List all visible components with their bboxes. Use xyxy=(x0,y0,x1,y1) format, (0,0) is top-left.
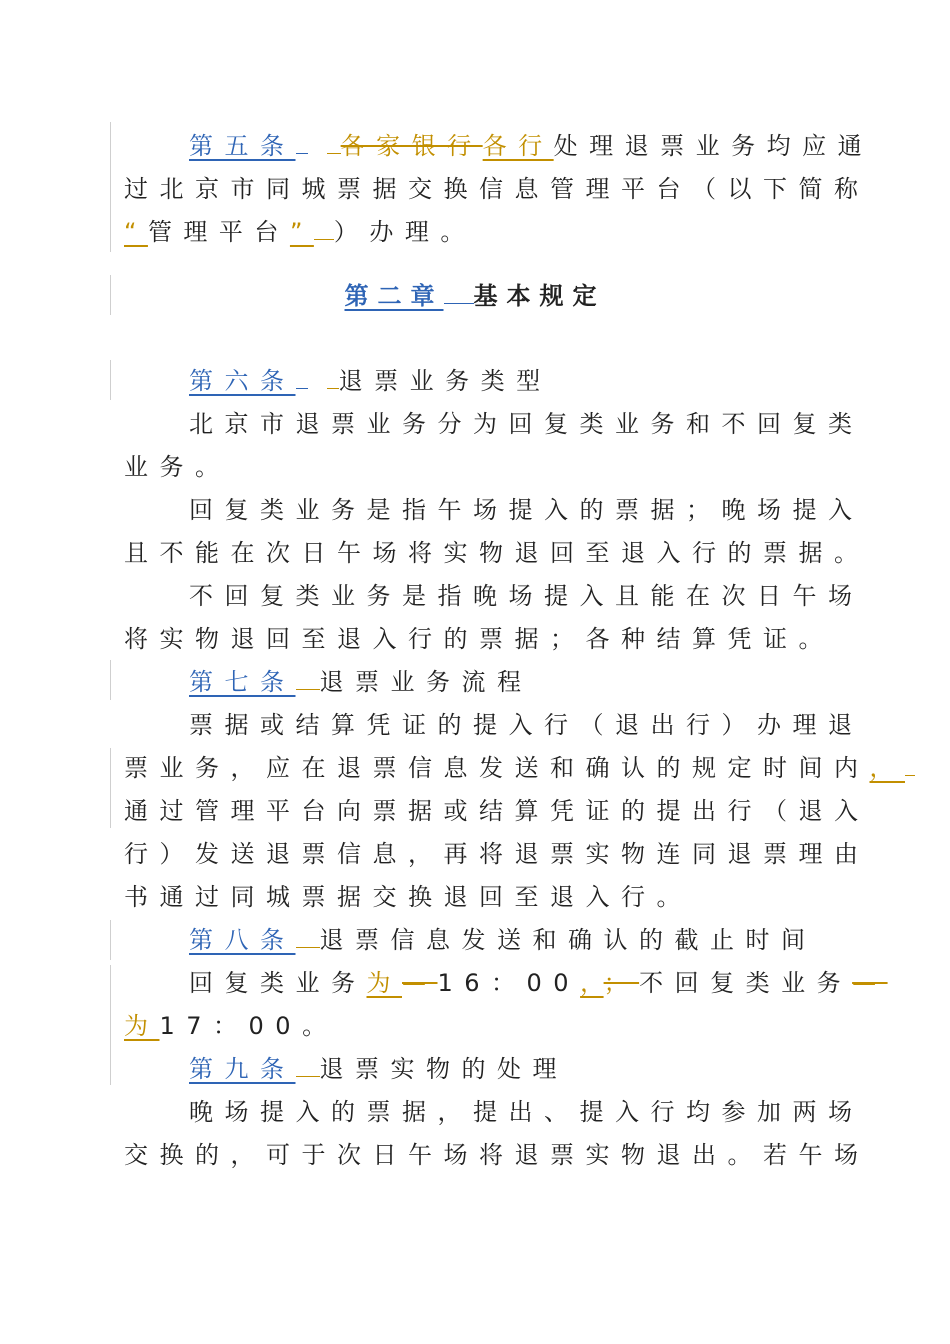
change-bar xyxy=(110,748,111,828)
inserted-quote-open: “ xyxy=(124,218,148,246)
inserted-text: 为 xyxy=(366,969,402,997)
article-9-label: 第九条 xyxy=(189,1055,296,1083)
article-9-title: 退票实物的处理 xyxy=(319,1055,568,1083)
deleted-semicolon: ； xyxy=(603,969,640,997)
article-6-p1-line-2: 业务。 xyxy=(124,453,231,481)
article-9-line-1: 晚场提入的票据，提出、提入行均参加两场 xyxy=(189,1098,864,1126)
blank-underline xyxy=(444,279,474,304)
article-6-heading xyxy=(189,361,552,401)
article-6-title: 退票业务类型 xyxy=(338,367,552,395)
blank-underline xyxy=(296,131,308,154)
change-bar xyxy=(110,660,111,700)
insertion-mark xyxy=(327,366,339,389)
inserted-comma: ， xyxy=(580,969,604,997)
change-bar xyxy=(110,965,111,1085)
chapter-title: 基本规定 xyxy=(473,282,606,310)
article-5-line-3 xyxy=(124,212,476,252)
article-5-label: 第五条 xyxy=(189,132,296,160)
deleted-text: — xyxy=(402,969,438,997)
article-8-heading xyxy=(189,920,817,960)
article-8-text-a: 回复类业务 xyxy=(189,969,367,997)
deleted-text: — xyxy=(852,969,888,997)
article-8-line-2 xyxy=(124,1006,338,1046)
change-bar xyxy=(110,920,111,960)
article-5-end: ）办理。 xyxy=(333,218,476,246)
inserted-text: 各行 xyxy=(482,132,554,160)
inserted-text: 为 xyxy=(124,1012,160,1040)
article-7-line-3: 通过管理平台向票据或结算凭证的提出行（退入 xyxy=(124,797,870,825)
article-9-line-2: 交换的，可于次日午场将退票实物退出。若午场 xyxy=(124,1141,870,1169)
quote-content: 管理平台 xyxy=(147,218,290,246)
article-7-label: 第七条 xyxy=(189,668,296,696)
article-8-title: 退票信息发送和确认的截止时间 xyxy=(319,926,817,954)
insertion-mark xyxy=(327,131,341,154)
article-7-line-5: 书通过同城票据交换退回至退入行。 xyxy=(124,883,692,911)
deleted-text: 各家银行 xyxy=(340,132,483,160)
change-bar xyxy=(110,122,111,252)
article-7-line-2-text: 票业务，应在退票信息发送和确认的规定时间内 xyxy=(124,754,870,782)
article-7-line-2 xyxy=(124,748,915,788)
article-5-line-2: 过北京市同城票据交换信息管理平台（以下简称 xyxy=(124,175,870,203)
article-7-line-4: 行）发送退票信息，再将退票实物连同退票理由 xyxy=(124,840,870,868)
article-6-p3-line-2: 将实物退回至退入行的票据；各种结算凭证。 xyxy=(124,625,834,653)
deadline-time-2: 17：00。 xyxy=(159,1012,338,1040)
article-6-p3-line-1: 不回复类业务是指晚场提入且能在次日午场 xyxy=(189,582,864,610)
insertion-mark xyxy=(296,1054,320,1077)
article-6-p2-line-2: 且不能在次日午场将实物退回至退入行的票据。 xyxy=(124,539,870,567)
article-5-text: 处理退票业务均应通 xyxy=(553,132,874,160)
article-7-heading xyxy=(189,662,533,702)
blank-underline xyxy=(296,366,308,389)
deadline-time-1: 16：00 xyxy=(437,969,581,997)
chapter-number: 第二章 xyxy=(344,282,444,310)
article-8-label: 第八条 xyxy=(189,926,296,954)
inserted-quote-close: ” xyxy=(289,218,314,246)
insertion-mark xyxy=(296,667,320,690)
article-6-p2-line-1: 回复类业务是指午场提入的票据；晚场提入 xyxy=(189,496,864,524)
article-9-heading xyxy=(189,1049,568,1089)
article-8-line-1 xyxy=(189,963,888,1003)
article-8-text-b: 不回复类业务 xyxy=(639,969,853,997)
article-6-label: 第六条 xyxy=(189,367,296,395)
inserted-comma: ， xyxy=(869,754,905,782)
article-7-title: 退票业务流程 xyxy=(319,668,533,696)
insertion-mark xyxy=(314,217,334,240)
change-bar xyxy=(110,360,111,400)
chapter-heading xyxy=(0,276,950,316)
article-5-line-1 xyxy=(189,126,873,166)
insertion-mark xyxy=(905,753,915,776)
article-6-p1-line-1: 北京市退票业务分为回复类业务和不回复类 xyxy=(189,410,864,438)
insertion-mark xyxy=(296,925,320,948)
article-7-line-1: 票据或结算凭证的提入行（退出行）办理退 xyxy=(189,711,864,739)
